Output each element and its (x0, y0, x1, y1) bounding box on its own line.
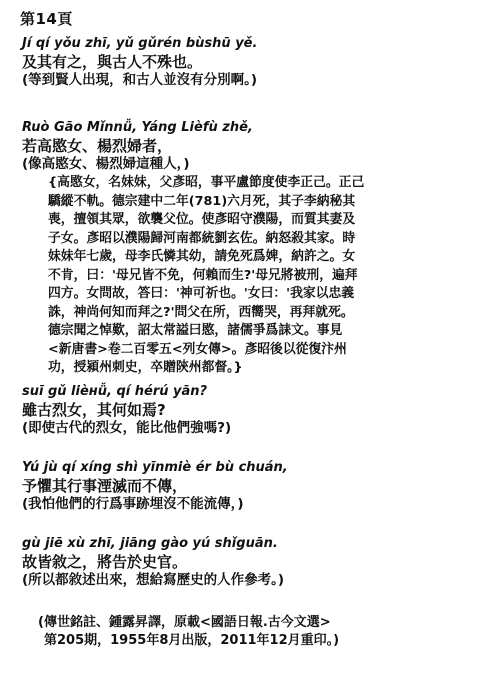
translation-line: (像高愍女、楊烈婦這種人，) (22, 156, 190, 172)
note-line: 誅，神尚何知而拜之?'問父在所，西嚮哭，再拜就死。 (48, 304, 354, 320)
translation-line: (我怕他們的行爲事跡埋沒不能流傳，) (22, 496, 244, 512)
pinyin-line: Jí qí yǒu zhī, yǔ gǔrén bùshū yě. (22, 36, 258, 51)
translation-line: (等到賢人出現，和古人並沒有分別啊。) (22, 72, 258, 88)
hanzi-line: 及其有之，與古人不殊也。 (22, 53, 203, 71)
pinyin-line: gù jiē xù zhī, jiāng gào yú shǐguān. (22, 536, 278, 551)
hanzi-line: 予懼其行事湮滅而不傳， (22, 477, 188, 495)
verse-section (22, 120, 487, 173)
note-line: 喪，擅領其眾，欲襲父位。使彥昭守濮陽，而質其妻及 (48, 212, 356, 227)
hanzi-line: 故皆敘之，將告於史官。 (22, 553, 188, 571)
translation-line: (即使古代的烈女，能比他們強嗎?) (22, 420, 232, 436)
translation-line: (所以都敘述出來，想給寫歷史的人作參考。) (22, 572, 285, 588)
hanzi-line: 若高愍女、楊烈婦者， (22, 137, 173, 155)
pinyin-line: Ruò Gāo Mǐnnǚ, Yáng Lièfù zhě, (22, 120, 253, 135)
page-label: 第14頁 (20, 10, 73, 28)
citation-line: (傳世銘註、鍾露昇譯，原載<國語日報.古今文選> (38, 615, 331, 630)
pinyin-line: suī gǔ lièнǚ, qí hérú yān? (22, 384, 208, 399)
note-line: 子女。彥昭以濮陽歸河南都統劉玄佐。納怒殺其家。時 (48, 230, 356, 246)
note-line: {高愍女，名妹妹，父彥昭，事平盧節度使李正己。正己 (48, 175, 365, 190)
note-line: 德宗聞之悼歎，詔太常謚曰愍，諸儒爭爲誄文。事見 (48, 323, 343, 338)
note-line: 驕縱不軌。德宗建中二年(781)六月死，其子李納秘其 (48, 193, 356, 209)
hanzi-line: 雖古烈女，其何如焉? (22, 401, 166, 419)
note-line: 不肯，曰：'母兄皆不免，何賴而生?'母兄將被刑，遍拜 (48, 267, 358, 283)
verse-section (22, 36, 487, 89)
annotation-note (48, 174, 488, 378)
note-line: 妹妹年七歲，母李氏憐其幼，請免死爲婢，納許之。女 (48, 249, 356, 264)
verse-section (22, 536, 487, 589)
note-line: 四方。女問故，答曰：'神可祈也。'女曰：'我家以忠義 (48, 286, 355, 301)
verse-section (22, 460, 487, 513)
note-line: 功，授潁州刺史，卒贈陝州都督。} (48, 360, 243, 375)
citation-line: 第205期，1955年8月出版，2011年12月重印。) (44, 633, 340, 648)
pinyin-line: Yú jù qí xíng shì yīnmiè ér bù chuán, (22, 460, 288, 475)
verse-section (22, 384, 487, 437)
note-line: <新唐書>卷二百零五<列女傳>。彥昭後以從復汴州 (48, 341, 347, 357)
source-citation (38, 614, 488, 650)
